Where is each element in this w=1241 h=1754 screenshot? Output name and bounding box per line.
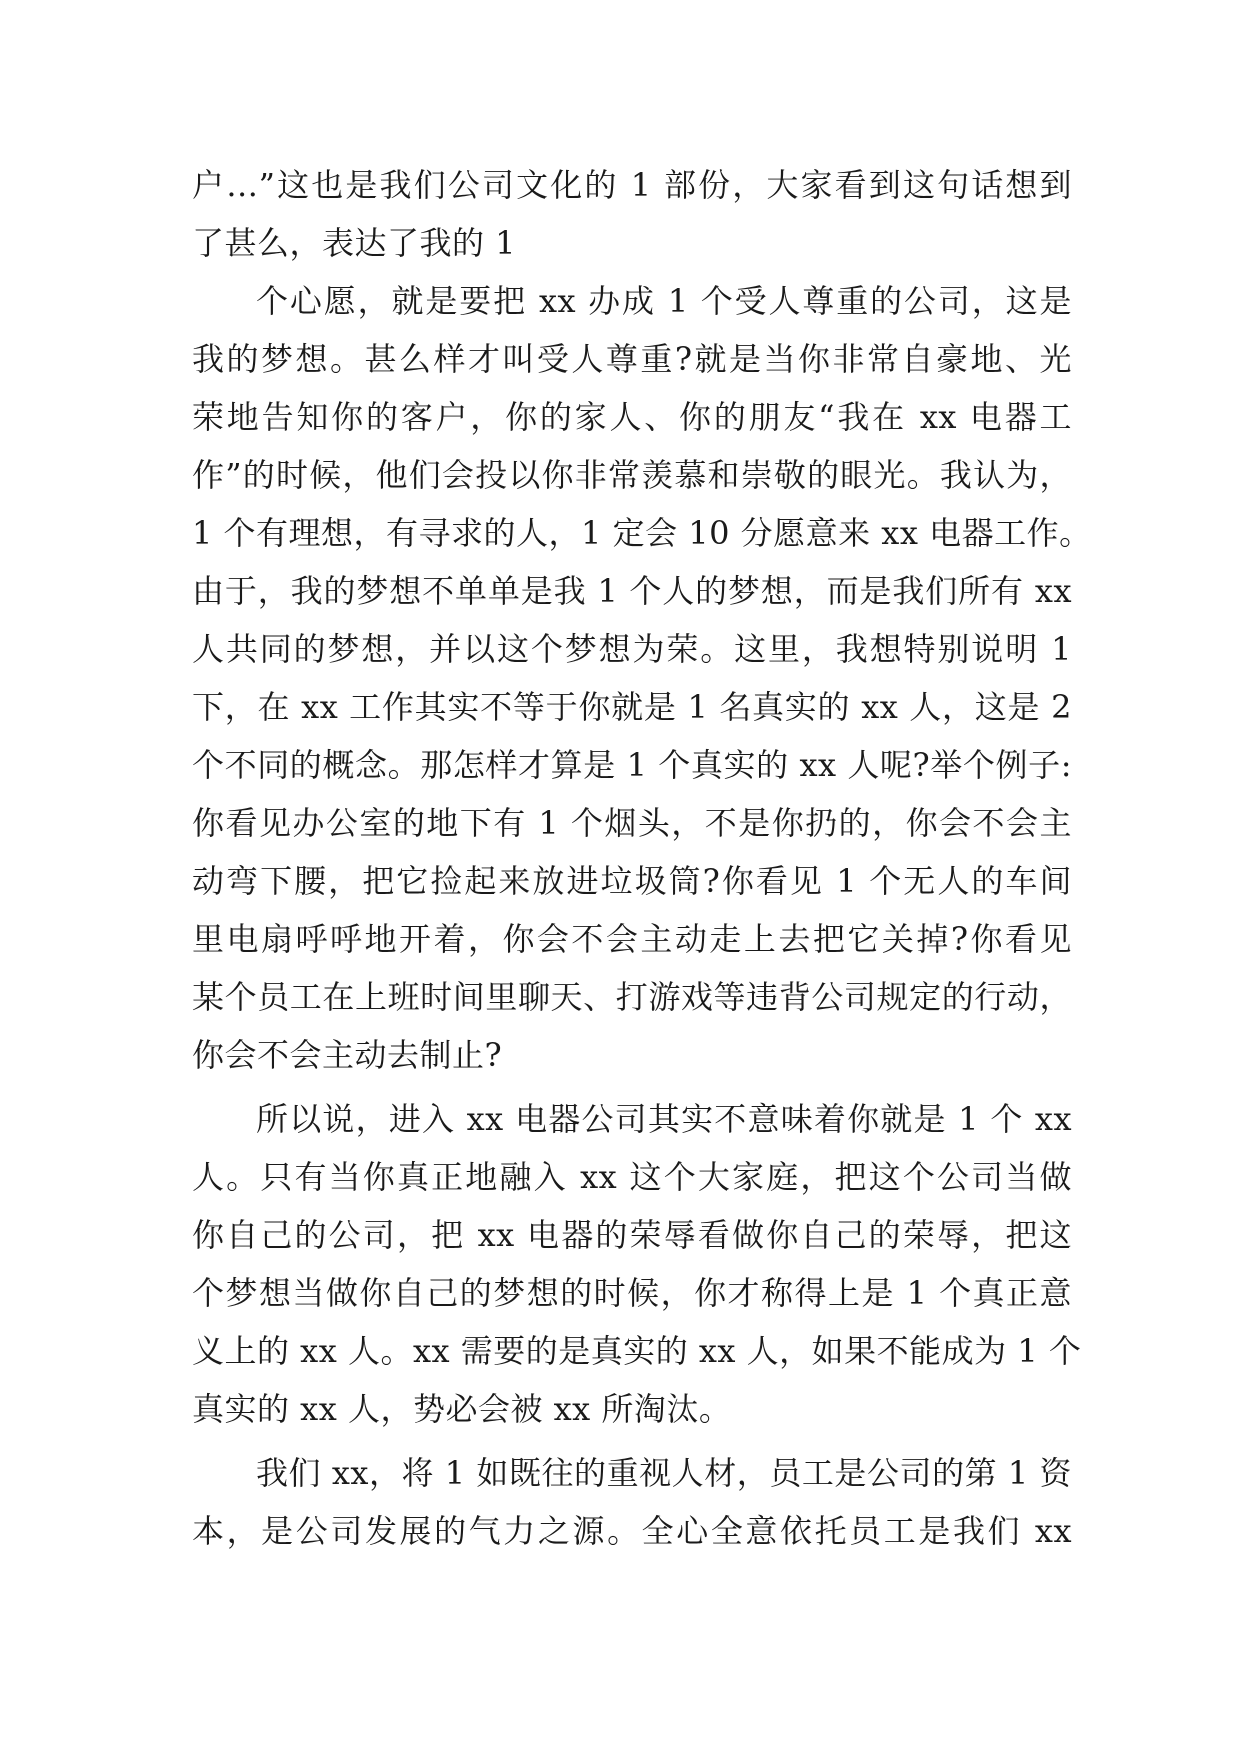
paragraph-first-line: 我们 xx，将 1 如既往的重视人材，员工是公司的第 1 资	[256, 1454, 1072, 1492]
text-line: 里电扇呼呼地开着，你会不会主动走上去把它关掉?你看见	[192, 920, 1072, 958]
text-line: 本，是公司发展的气力之源。全心全意依托员工是我们 xx	[192, 1512, 1072, 1550]
text-line: 户…”这也是我们公司文化的 1 部份，大家看到这句话想到	[192, 166, 1072, 204]
text-line: 个梦想当做你自己的梦想的时候，你才称得上是 1 个真正意	[192, 1274, 1072, 1312]
text-line: 义上的 xx 人。xx 需要的是真实的 xx 人，如果不能成为 1 个	[192, 1332, 1082, 1370]
text-line: 你自己的公司，把 xx 电器的荣辱看做你自己的荣辱，把这	[192, 1216, 1072, 1254]
paragraph-first-line: 所以说，进入 xx 电器公司其实不意味着你就是 1 个 xx	[256, 1100, 1072, 1138]
text-line: 作”的时候，他们会投以你非常羡慕和崇敬的眼光。我认为，	[192, 456, 1072, 494]
text-line: 你会不会主动去制止?	[192, 1036, 503, 1074]
text-line: 个不同的概念。那怎样才算是 1 个真实的 xx 人呢?举个例子:	[192, 746, 1072, 784]
text-line: 动弯下腰，把它捡起来放进垃圾筒?你看见 1 个无人的车间	[192, 862, 1072, 900]
text-line: 了甚么，表达了我的 1	[192, 224, 517, 262]
text-line: 人。只有当你真正地融入 xx 这个大家庭，把这个公司当做	[192, 1158, 1072, 1196]
text-line: 某个员工在上班时间里聊天、打游戏等违背公司规定的行动，	[192, 978, 1072, 1016]
paragraph-first-line: 个心愿，就是要把 xx 办成 1 个受人尊重的公司，这是	[256, 282, 1072, 320]
text-line: 1 个有理想，有寻求的人，1 定会 10 分愿意来 xx 电器工作。	[192, 514, 1092, 552]
text-line: 荣地告知你的客户，你的家人、你的朋友“我在 xx 电器工	[192, 398, 1072, 436]
text-line: 我的梦想。甚么样才叫受人尊重?就是当你非常自豪地、光	[192, 340, 1072, 378]
text-line: 由于，我的梦想不单单是我 1 个人的梦想，而是我们所有 xx	[192, 572, 1072, 610]
text-line: 你看见办公室的地下有 1 个烟头，不是你扔的，你会不会主	[192, 804, 1072, 842]
text-line: 人共同的梦想，并以这个梦想为荣。这里，我想特别说明 1	[192, 630, 1072, 668]
text-line: 真实的 xx 人，势必会被 xx 所淘汰。	[192, 1390, 732, 1428]
text-line: 下，在 xx 工作其实不等于你就是 1 名真实的 xx 人，这是 2	[192, 688, 1072, 726]
